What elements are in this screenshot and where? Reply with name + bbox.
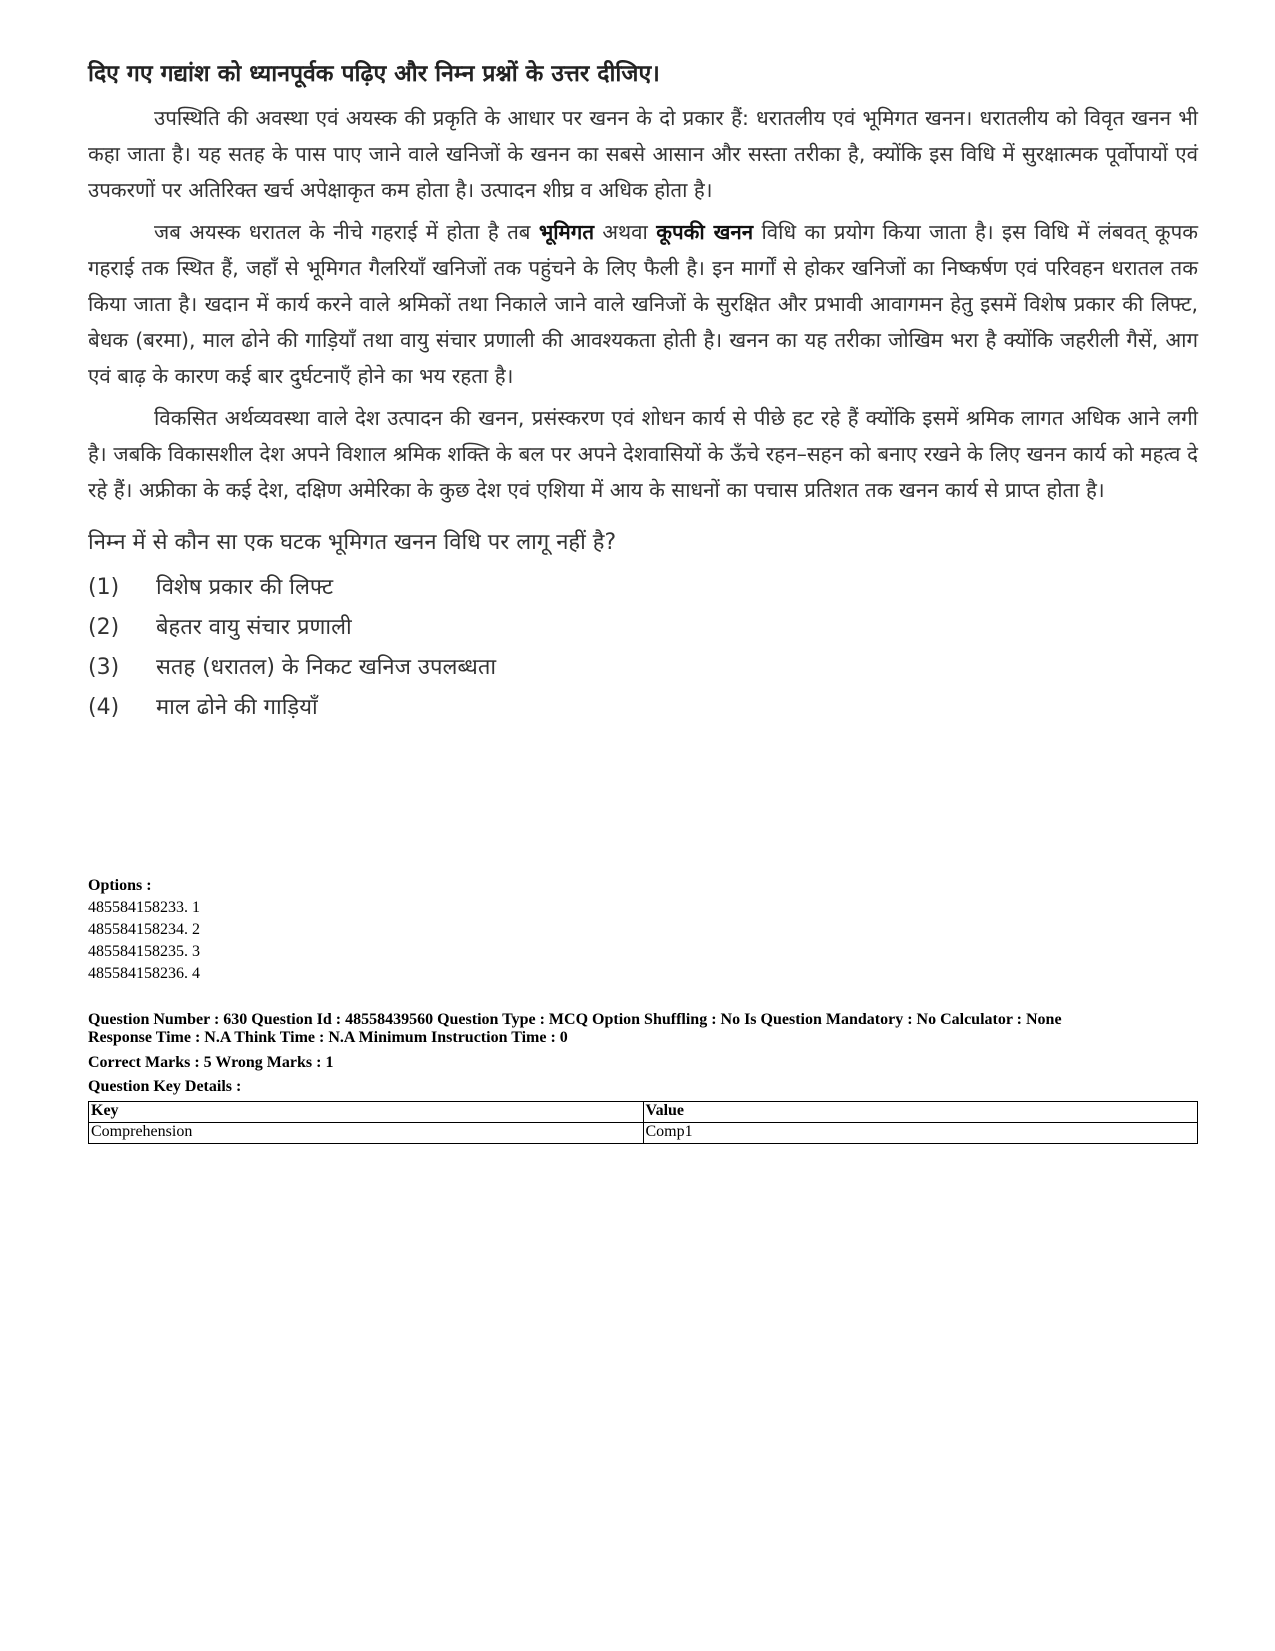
question-text: निम्न में से कौन सा एक घटक भूमिगत खनन विधि पर लागू नहीं है? [88, 530, 617, 555]
passage-image [88, 58, 1198, 728]
key-table-header [89, 1102, 1198, 1123]
para2-text-a: जब अयस्क धरातल के नीचे गहराई में होता है तब [154, 220, 539, 244]
value-header-cell: Value [643, 1102, 1198, 1123]
para2-text-c: विधि का प्रयोग किया जाता है। इस विधि में लंबवत् कूपक गहराई तक स्थित हैं, जहाँ से भूमिगत गैलरियाँ खनिजों तक पहुंचने के लिए फैली है। इन मार्गों से होकर खनिजों का निष्कर्षण एवं परिवहन धरातल तक किया जाता है। खदान में कार्य करने वाले श्रमिकों तथा निकाले जाने वाले खनिजों के सुरक्षित और प्रभावी आवागमन हेतु इसमें विशेष प्रकार की लिफ्ट, बेधक (बरमा), माल ढोने की गाड़ियाँ तथा वायु संचार प्रणाली की आवश्यकता होती है। खनन का यह तरीका जोखिम भरा है क्योंकि जहरीली गैसें, आग एवं बाढ़ के कारण कई बार दुर्घटनाएँ होने का भय रहता है। [88, 220, 1198, 388]
passage-paragraph-2 [88, 214, 1198, 394]
choice-number: (1) [88, 575, 120, 600]
para2-bold-underground: भूमिगत [538, 220, 595, 244]
passage-heading: दिए गए गद्यांश को ध्यानपूर्वक पढ़िए और निम्न प्रश्नों के उत्तर दीजिए। [88, 61, 660, 87]
value-cell: Comp1 [643, 1123, 1198, 1144]
passage-paragraph-1: उपस्थिति की अवस्था एवं अयस्क की प्रकृति के आधार पर खनन के दो प्रकार हैं: धरातलीय एवं भूमिगत खनन। धरातलीय को विवृत खनन भी कहा जाता है। यह सतह के पास पाए जाने वाले खनिजों के खनन का सबसे आसान और सस्ता तरीका है, क्योंकि इस विधि में सुरक्षात्मक पूर्वोपायों एवं उपकरणों पर अतिरिक्त खर्च अपेक्षाकृत कम होता है। उत्पादन शीघ्र व अधिक होता है। [88, 106, 1198, 202]
choice-number: (3) [88, 655, 120, 680]
key-cell: Comprehension [89, 1123, 644, 1144]
option-item: 485584158234. 2 [88, 921, 200, 938]
choice-item [88, 568, 1198, 608]
key-table [88, 1101, 1198, 1144]
question-meta [88, 875, 1198, 1144]
passage-paragraph-3: विकसित अर्थव्यवस्था वाले देश उत्पादन की खनन, प्रसंस्करण एवं शोधन कार्य से पीछे हट रहे हैं क्योंकि इसमें श्रमिक लागत अधिक आने लगी है। जबकि विकासशील देश अपने विशाल श्रमिक शक्ति के बल पर अपने देशवासियों के ऊँचे रहन–सहन को बनाए रखने के लिए खनन कार्य को महत्व दे रहे हैं। अफ्रीका के कई देश, दक्षिण अमेरिका के कुछ देश एवं एशिया में आय के साधनों का पचास प्रतिशत तक खनन कार्य से प्राप्त होता है। [88, 406, 1198, 502]
choice-text: विशेष प्रकार की लिफ्ट [156, 575, 334, 600]
key-header-cell: Key [89, 1102, 644, 1123]
question-info-line-1: Question Number : 630 Question Id : 48558439560 Question Type : MCQ Option Shuffling : No Is Question Mandatory : No Calculator : None [88, 1011, 1062, 1028]
question-info [88, 1011, 1198, 1047]
choice-item [88, 608, 1198, 648]
table-row [89, 1123, 1198, 1144]
choice-text: सतह (धरातल) के निकट खनिज उपलब्धता [156, 655, 497, 680]
key-details-label: Question Key Details : [88, 1078, 242, 1095]
choice-text: माल ढोने की गाड़ियाँ [156, 695, 318, 720]
option-item: 485584158233. 1 [88, 899, 200, 916]
choice-number: (4) [88, 695, 120, 720]
option-item: 485584158235. 3 [88, 943, 200, 960]
para2-bold-shaft-mining: कूपकी खनन [656, 220, 754, 244]
choice-number: (2) [88, 615, 120, 640]
option-item: 485584158236. 4 [88, 965, 200, 982]
options-label: Options : [88, 877, 152, 894]
choice-item [88, 688, 1198, 728]
choice-item [88, 648, 1198, 688]
question-info-line-2: Response Time : N.A Think Time : N.A Minimum Instruction Time : 0 [88, 1029, 568, 1046]
marks-info: Correct Marks : 5 Wrong Marks : 1 [88, 1054, 334, 1071]
para2-text-b: अथवा [594, 220, 657, 244]
choice-text: बेहतर वायु संचार प्रणाली [156, 615, 352, 640]
